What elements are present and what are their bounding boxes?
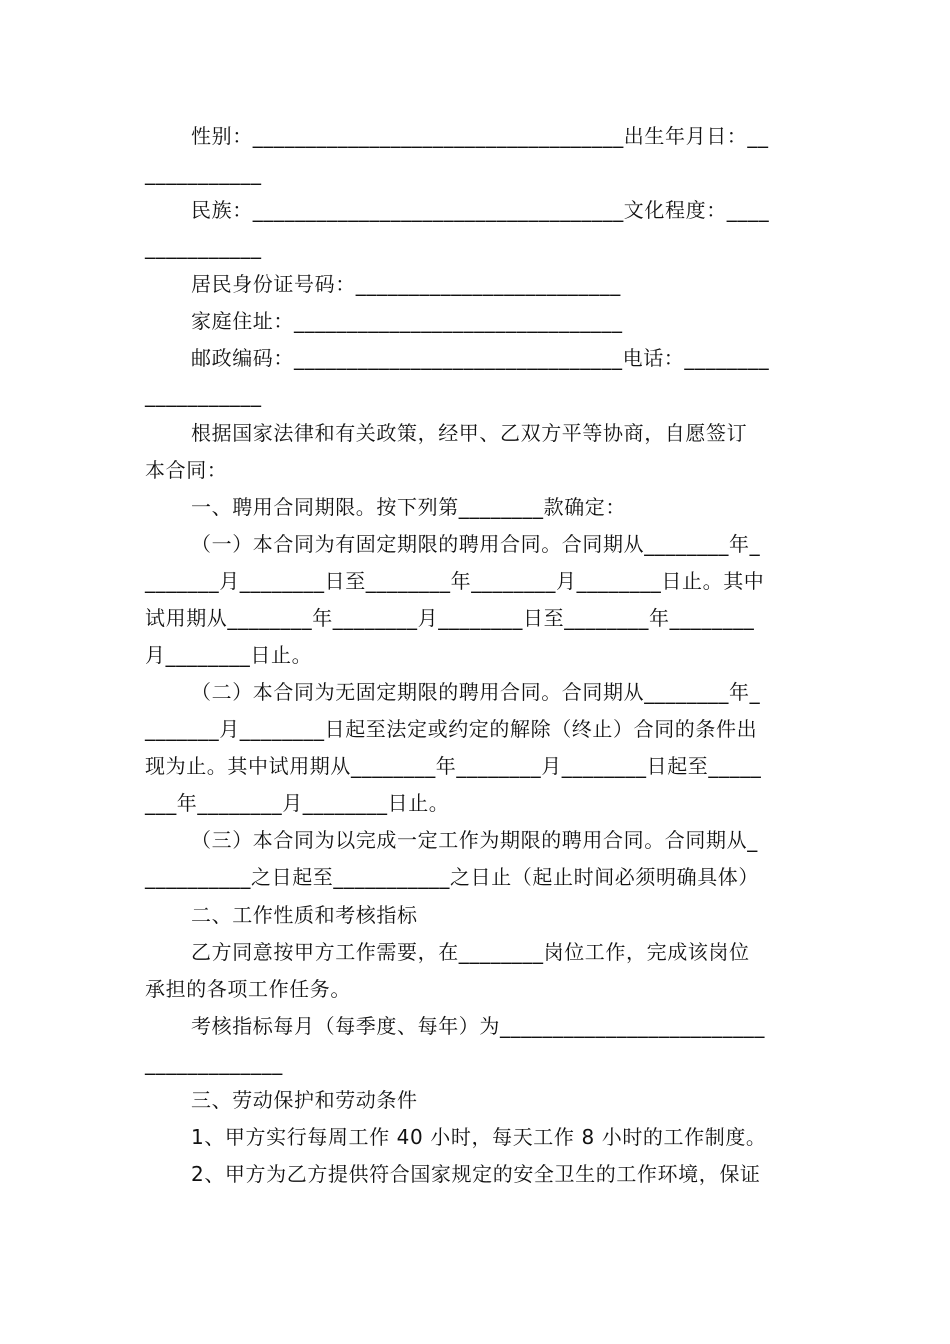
preamble-line: 根据国家法律和有关政策，经甲、乙双方平等协商，自愿签订 xyxy=(191,421,748,445)
field-ethnicity-education: 民族：___________________________________文化程度：____ xyxy=(191,198,770,222)
field-home-address: 家庭住址：_______________________________ xyxy=(191,309,623,333)
section-2-body-line: 承担的各项工作任务。 xyxy=(145,977,351,1001)
field-gender-birthdate: 性别：___________________________________出生年月日：__ xyxy=(191,124,769,148)
clause-1-3-line: __________之日起至___________之日止（起止时间必须明确具体） xyxy=(145,865,759,889)
section-1-heading: 一、聘用合同期限。按下列第________款确定： xyxy=(191,495,626,519)
assessment-continuation-line: _____________ xyxy=(145,1051,283,1075)
clause-1-1-line: _______月________日至________年________月________日止。其中 xyxy=(145,569,765,593)
field-continuation-line: ___________ xyxy=(145,235,262,259)
section-2-body-line: 乙方同意按甲方工作需要，在________岗位工作，完成该岗位 xyxy=(191,940,750,964)
field-id-number: 居民身份证号码：_________________________ xyxy=(191,272,621,296)
section-3-item-2: 2、甲方为乙方提供符合国家规定的安全卫生的工作环境，保证 xyxy=(191,1162,761,1186)
clause-1-1-line: （一）本合同为有固定期限的聘用合同。合同期从________年_ xyxy=(191,532,761,556)
section-3-heading: 三、劳动保护和劳动条件 xyxy=(191,1088,418,1112)
assessment-line: 考核指标每月（每季度、每年）为_________________________ xyxy=(191,1014,765,1038)
field-continuation-line: ___________ xyxy=(145,161,262,185)
clause-1-1-line: 月________日止。 xyxy=(145,643,313,667)
clause-1-2-line: 现为止。其中试用期从________年________月________日起至_____ xyxy=(145,754,762,778)
clause-1-3-line: （三）本合同为以完成一定工作为期限的聘用合同。合同期从_ xyxy=(191,828,758,852)
clause-1-1-line: 试用期从________年________月________日至________年________ xyxy=(145,606,755,630)
preamble-line: 本合同： xyxy=(145,458,228,482)
section-3-item-1: 1、甲方实行每周工作 40 小时，每天工作 8 小时的工作制度。 xyxy=(191,1125,767,1149)
clause-1-2-line: _______月________日起至法定或约定的解除（终止）合同的条件出 xyxy=(145,717,758,741)
clause-1-2-line: ___年________月________日止。 xyxy=(145,791,450,815)
clause-1-2-line: （二）本合同为无固定期限的聘用合同。合同期从________年_ xyxy=(191,680,761,704)
field-continuation-line: ___________ xyxy=(145,383,262,407)
field-postcode-phone: 邮政编码：_______________________________电话：________ xyxy=(191,346,770,370)
section-2-heading: 二、工作性质和考核指标 xyxy=(191,903,418,927)
